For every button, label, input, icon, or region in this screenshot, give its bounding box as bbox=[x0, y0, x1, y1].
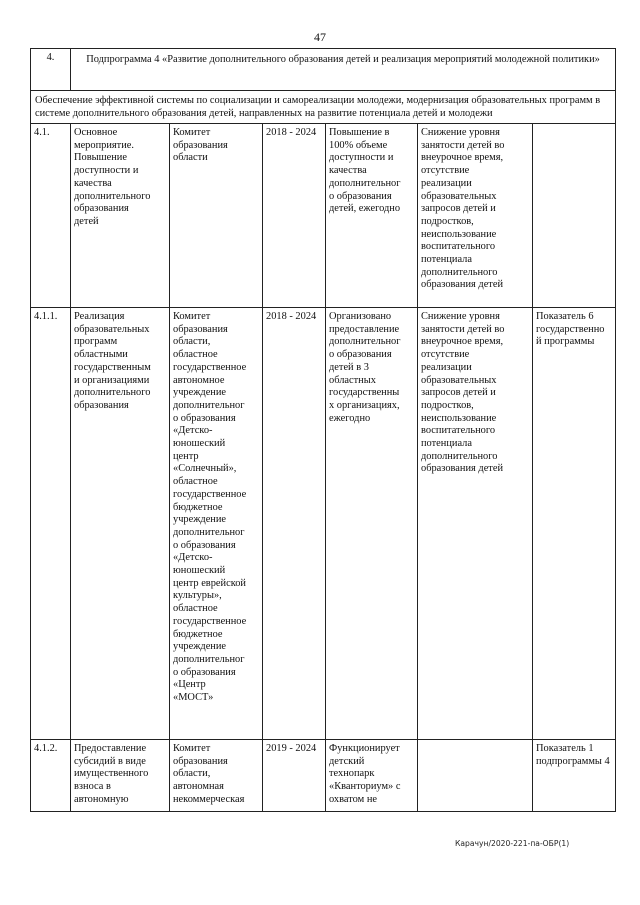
program-table bbox=[30, 48, 616, 812]
consequences bbox=[418, 740, 533, 812]
activity-name: Реализация образовательных программ областными государственным и организациями дополнительного образования bbox=[71, 308, 170, 740]
indicator: Показатель 1 подпрограммы 4 bbox=[533, 740, 616, 812]
period: 2018 - 2024 bbox=[263, 308, 326, 740]
row-number: 4.1.2. bbox=[31, 740, 71, 812]
section-title: Подпрограмма 4 «Развитие дополнительного образования детей и реализация мероприятий молодежной политики» bbox=[71, 49, 616, 91]
table-row bbox=[31, 740, 616, 812]
expected-result: Повышение в 100% объеме доступности и качества дополнительног о образования детей, ежегодно bbox=[326, 124, 418, 308]
table-row bbox=[31, 308, 616, 740]
consequences: Снижение уровня занятости детей во внеурочное время, отсутствие реализации образовательных запросов детей и подростков, неиспользование воспитательного потенциала дополнительного образования детей bbox=[418, 308, 533, 740]
document-footer: Карачун/2020-221-па-ОБР(1) bbox=[455, 839, 570, 848]
row-number: 4.1.1. bbox=[31, 308, 71, 740]
row-number: 4.1. bbox=[31, 124, 71, 308]
period: 2018 - 2024 bbox=[263, 124, 326, 308]
executor: Комитет образования области, автономная некоммерческая bbox=[170, 740, 263, 812]
goal-text: Обеспечение эффективной системы по социализации и самореализации молодежи, модернизация образовательных программ в системе дополнительного образования детей, направленных на развитие потенциала детей и молодежи bbox=[31, 91, 616, 124]
page-number: 47 bbox=[314, 30, 326, 44]
expected-result: Организовано предоставление дополнительног о образования детей в 3 областных государственны х организациях, ежегодно bbox=[326, 308, 418, 740]
period: 2019 - 2024 bbox=[263, 740, 326, 812]
activity-name: Предоставление субсидий в виде имущественного взноса в автономную bbox=[71, 740, 170, 812]
goal-row bbox=[31, 91, 616, 124]
indicator bbox=[533, 124, 616, 308]
section-number: 4. bbox=[31, 49, 71, 91]
expected-result: Функционирует детский технопарк «Кванториум» с охватом не bbox=[326, 740, 418, 812]
executor: Комитет образования области bbox=[170, 124, 263, 308]
consequences: Снижение уровня занятости детей во внеурочное время, отсутствие реализации образовательных запросов детей и подростков, неиспользование воспитательного потенциала дополнительного образования детей bbox=[418, 124, 533, 308]
activity-name: Основное мероприятие. Повышение доступности и качества дополнительного образования детей bbox=[71, 124, 170, 308]
executor: Комитет образования области, областное государственное автономное учреждение дополнительног о образования «Детско- юношеский центр «Солнечный», областное государственное бюджетное учреждение дополнительног о образования «Детско- юношеский центр еврейской культуры», областное государственное бюджетное учреждение дополнительног о образования «Центр «МОСТ» bbox=[170, 308, 263, 740]
indicator: Показатель 6 государственно й программы bbox=[533, 308, 616, 740]
table-row bbox=[31, 124, 616, 308]
section-row bbox=[31, 49, 616, 91]
